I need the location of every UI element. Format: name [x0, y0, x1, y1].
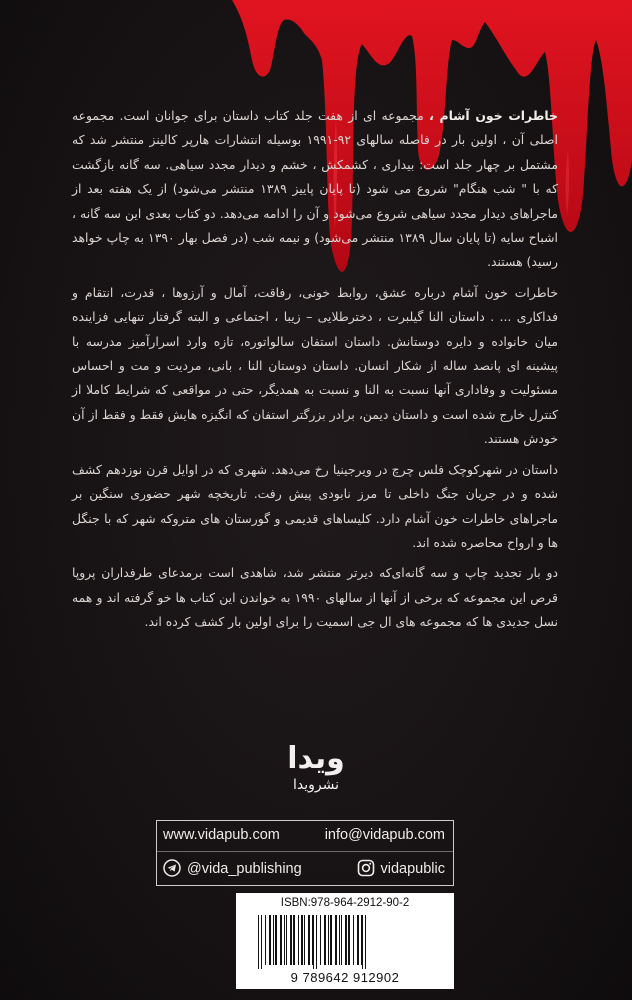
synopsis-paragraph-1-body: مجموعه ای از هفت جلد کتاب داستان برای جوانان است. مجموعه اصلی آن ، اولین بار در فاصله سالهای ۹۲-۱۹۹۱ بوسیله انتشارات هارپر کالینز منتشر شد که مشتمل بر چهار جلد است: بیداری ، کشمکش ، خشم و دیدار مجدد سیاهی. سه گانه بازگشت که با " شب هنگام" شروع می شود (تا پایان پاییز ۱۳۸۹ منتشر می‌شود) از یک هفته بعد از ماجراهای دیدار مجدد سیاهی شروع می‌شود و آن را ادامه می‌دهد. دو کتاب بعدی این سه گانه ، اشباح سایه (تا پایان سال ۱۳۸۹ منتشر می‌شود) و نیمه شب (در فصل بهار ۱۳۹۰ به چاپ خواهد رسید) هستند. — [72, 108, 558, 270]
barcode-bar — [298, 915, 299, 965]
barcode-bar — [357, 915, 359, 965]
instagram-handle-text: vidapublic — [380, 861, 445, 877]
barcode-bar — [313, 915, 314, 969]
barcode-bar — [301, 915, 303, 965]
barcode-bar — [348, 915, 350, 965]
synopsis-paragraph-1 — [72, 104, 558, 275]
instagram-icon — [357, 859, 375, 877]
publisher-name: نشرویدا — [292, 777, 339, 793]
barcode-bar — [339, 915, 340, 965]
barcode-bar — [335, 915, 337, 965]
contact-box — [156, 820, 454, 886]
barcode-bar — [345, 915, 347, 965]
publisher-logo — [266, 742, 366, 794]
barcode-bar — [361, 915, 362, 965]
telegram-handle-text: @vida_publishing — [187, 861, 302, 877]
instagram-handle[interactable] — [357, 859, 446, 877]
barcode-bar — [362, 915, 363, 969]
barcode-bar — [312, 915, 313, 965]
synopsis-paragraph-3: داستان در شهرکوچک فلس چرچ در ویرجینیا رخ می‌دهد. شهری که در اوایل قرن نوزدهم کشف شده و در جریان جنگ داخلی تا مرز نابودی پیش رفت. تاریخچه شهر حضوری سنگین بر ماجراهای خاطرات خون آشام دارد. کلیساهای قدیمی و گورستان های متروکه شهر که با جنگل ها و ارواح محاصره شده اند. — [72, 461, 558, 550]
barcode-bar — [316, 915, 317, 969]
barcode-bar — [328, 915, 329, 965]
barcode-bar — [365, 915, 366, 969]
barcode-bar — [320, 915, 321, 965]
website-link[interactable]: www.vidapub.com — [163, 827, 280, 843]
publisher-logo-mark: ویدا — [287, 741, 345, 776]
barcode-bar — [265, 915, 266, 965]
synopsis-text — [72, 104, 558, 635]
barcode-bar — [330, 915, 332, 965]
barcode-bar — [293, 915, 295, 965]
barcode-bar — [290, 915, 292, 965]
barcode-bar — [341, 915, 342, 965]
telegram-icon — [163, 859, 181, 877]
contact-divider — [157, 851, 453, 852]
barcode-bar — [353, 915, 354, 965]
barcode-bar — [286, 915, 287, 965]
barcode-bar — [324, 915, 326, 965]
synopsis-paragraph-4: دو بار تجدید چاپ و سه گانه‌ای‌که دیرتر منتشر شد، شاهدی است برمدعای طرفداران پروپا قرص این مجموعه که برخی از آنها از سالهای ۱۹۹۰ به خواندن این کتاب ها خو گرفته اند و همه نسل جدیدی ها که مجموعه های ال جی اسمیت را برای اولین بار کشف کرده اند. — [72, 565, 558, 630]
barcode-bar — [308, 915, 310, 965]
barcode-digits: 9 789642 912902 — [290, 970, 400, 985]
isbn-number: ISBN:978-964-2912-90-2 — [280, 897, 410, 909]
synopsis-paragraph-2: خاطرات خون آشام درباره عشق، روابط خونی، رفاقت، آمال و آرزوها ، قدرت، انتقام و فداکاری ... . داستان النا گیلبرت ، دخترطلایی – زیبا ، اجتماعی و البته گرفتار تنهایی فزاینده میان خانواده و دایره دوستانش. داستان استفان سالواتوره، تازه وارد اسرارآمیز مدرسه با پیشینه ای پانصد ساله از شکار انسان. داستان دوستان النا ، بانی، مردیت و مت و احساس مسئولیت و وفاداری آنها نسبت به النا و نسبت به همدیگر، حتی در مواقعی که شرایط کاملا از کنترل خارج شده است و داستان دیمن، برادر بزرگتر استفان که انگیزه هایش فقط و فقط از آن خودش هستند. — [72, 284, 558, 447]
barcode-bar — [269, 915, 271, 965]
series-title: خاطرات خون آشام ، — [429, 108, 558, 123]
barcode-bar — [275, 915, 277, 965]
barcode-bar — [273, 915, 274, 965]
barcode-bar — [261, 915, 262, 969]
barcode-graphic — [250, 915, 442, 969]
telegram-handle[interactable] — [163, 859, 302, 877]
barcode-bar — [304, 915, 305, 965]
barcode-bar — [258, 915, 259, 969]
email-link[interactable]: info@vidapub.com — [324, 827, 445, 843]
barcode-bar — [280, 915, 282, 965]
barcode-bar — [284, 915, 285, 965]
isbn-barcode-label — [236, 893, 454, 989]
